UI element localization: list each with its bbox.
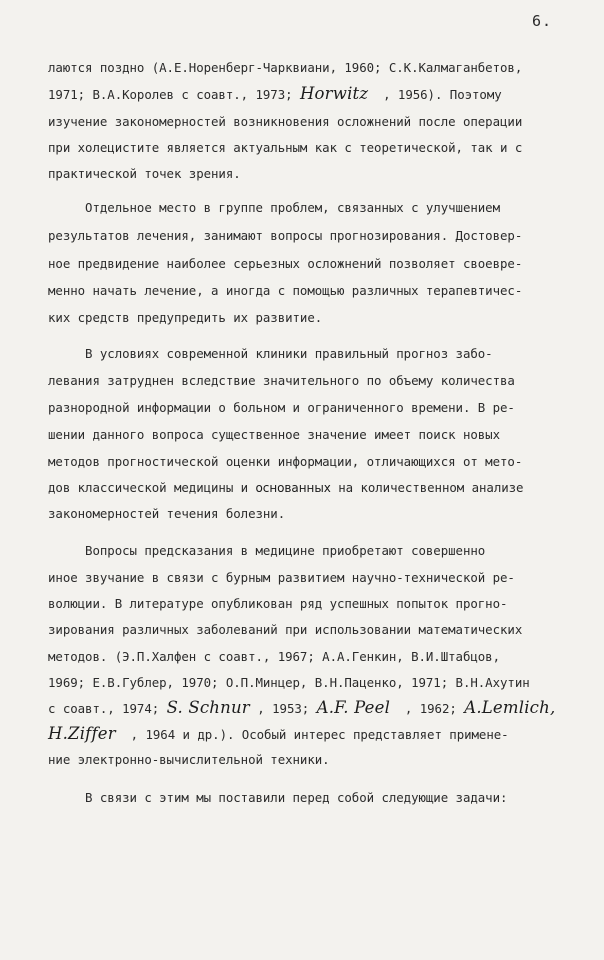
typed-text: изучение закономерностей возникновения осложнений после операции: [48, 114, 523, 129]
handwritten-name: Horwitz: [299, 84, 369, 103]
typed-text: 1971; В.А.Королев с соавт., 1973;: [48, 87, 300, 102]
text-line: [0, 790, 604, 806]
typed-text: Вопросы предсказания в медицине приобретают совершенно: [48, 543, 486, 558]
typed-text: 1969; Е.В.Гублер, 1970; О.П.Минцер, В.Н.Паценко, 1971; В.Н.Ахутин: [48, 675, 530, 690]
page-number: 6.: [532, 12, 553, 30]
text-line: [0, 283, 604, 299]
text-line: [0, 400, 604, 416]
typed-text: , 1962;: [390, 701, 465, 716]
typed-text: дов классической медицины и: [48, 480, 256, 495]
text-line: [0, 752, 604, 768]
typed-text: ких средств предупредить их развитие.: [48, 310, 323, 325]
text-line: [0, 200, 604, 216]
text-line: [0, 310, 604, 326]
typed-text: результатов лечения, занимают вопросы прогнозирования. Достовер-: [48, 228, 523, 243]
text-line: [0, 140, 604, 156]
text-line: [0, 373, 604, 389]
typed-text: ное предвидение наиболее серьезных осложнений позволяет своевре-: [48, 256, 523, 271]
typed-text: зирования различных заболеваний при использовании математических: [48, 622, 523, 637]
typed-text: , 1964 и др.). Особый интерес представляет примене-: [115, 727, 509, 742]
text-line: [0, 346, 604, 362]
text-line: [0, 86, 604, 103]
typed-text: волюции. В литературе опубликован ряд успешных попыток прогно-: [48, 596, 508, 611]
text-line: [0, 114, 604, 130]
text-line: [0, 726, 604, 743]
typed-text: методов. (Э.П.Халфен с соавт., 1967; А.А.Генкин, В.И.Штабцов,: [48, 649, 500, 664]
typed-text: , 1956). Поэтому: [368, 87, 502, 102]
typed-text: ние электронно-вычислительной техники.: [48, 752, 330, 767]
typed-text: шении данного вопроса существенное значение имеет поиск новых: [48, 427, 500, 442]
text-line: [0, 480, 604, 496]
text-line: [0, 427, 604, 443]
text-line: [0, 166, 604, 182]
text-line: [0, 570, 604, 586]
text-line: [0, 228, 604, 244]
text-line: [0, 256, 604, 272]
typed-text: на количественном анализе: [330, 480, 524, 495]
text-line: [0, 649, 604, 665]
handwritten-name: H.Ziffer: [48, 724, 116, 743]
typed-text: В связи с этим мы поставили перед собой следующие задачи:: [48, 790, 508, 805]
typed-text: с соавт., 1974;: [48, 701, 167, 716]
inserted-word: основанных: [255, 481, 331, 495]
typed-text: иное звучание в связи с бурным развитием научно-технической ре-: [48, 570, 515, 585]
handwritten-name: A.F. Peel: [316, 698, 391, 717]
handwritten-name: A.Lemlich,: [464, 698, 556, 717]
text-line: [0, 543, 604, 559]
text-line: [0, 506, 604, 522]
text-line: [0, 622, 604, 638]
typed-text: левания затруднен вследствие значительного по объему количества: [48, 373, 515, 388]
text-line: [0, 454, 604, 470]
handwritten-name: S. Schnur: [166, 698, 250, 717]
typed-text: менно начать лечение, а иногда с помощью различных терапевтичес-: [48, 283, 523, 298]
typed-text: В условиях современной клиники правильный прогноз забо-: [48, 346, 493, 361]
typed-text: разнородной информации о больном и ограниченного времени. В ре-: [48, 400, 515, 415]
text-line: [0, 596, 604, 612]
typed-text: , 1953;: [249, 701, 317, 716]
typed-text: лаются поздно (А.Е.Норенберг-Чарквиани, 1960; С.К.Калмаганбетов,: [48, 60, 523, 75]
typed-text: Отдельное место в группе проблем, связанных с улучшением: [48, 200, 500, 215]
typed-text: закономерностей течения болезни.: [48, 506, 286, 521]
typed-text: практической точек зрения.: [48, 166, 241, 181]
typed-text: при холецистите является актуальным как с теоретической, так и с: [48, 140, 523, 155]
text-line: [0, 60, 604, 76]
text-line: [0, 675, 604, 691]
text-line: [0, 700, 604, 717]
typed-text: методов прогностической оценки информации, отличающихся от мето-: [48, 454, 523, 469]
